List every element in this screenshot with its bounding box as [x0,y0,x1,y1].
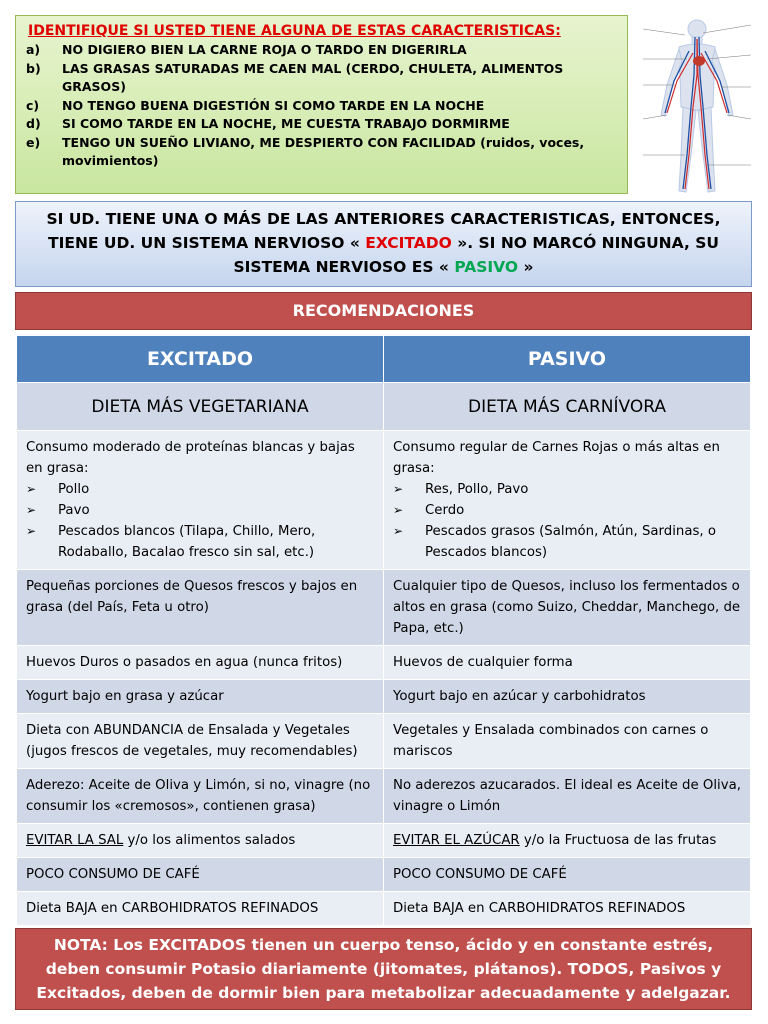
cell-right: Vegetales y Ensalada combinados con carnes o mariscos [384,714,751,769]
list-item [26,479,375,500]
table-row [17,680,751,714]
cell-right: POCO CONSUMO DE CAFÉ [384,858,751,892]
table-row [17,570,751,646]
cell-right: No aderezos azucarados. El ideal es Aceite de Oliva, vinagre o Limón [384,769,751,824]
item-text: NO TENGO BUENA DIGESTIÓN SI COMO TARDE EN LA NOCHE [62,97,485,113]
cell-text: y/o la Fructuosa de las frutas [519,833,717,848]
cell-left: Aderezo: Aceite de Oliva y Limón, si no, vinagre (no consumir los «cremosos», contienen grasa) [17,769,384,824]
arrow-bullet-icon: ➢ [393,524,404,538]
conclusion-text: SI UD. TIENE UNA O MÁS DE LAS ANTERIORES CARACTERISTICAS, ENTONCES, TIENE UD. UN SISTEMA NERVIOSO « [46,210,721,252]
table-row [17,824,751,858]
item-text: Cerdo [425,503,465,518]
table-row [17,892,751,926]
arrow-bullet-icon: ➢ [26,524,37,538]
header-excitado: EXCITADO [17,336,384,383]
cell-left: Yogurt bajo en grasa y azúcar [17,680,384,714]
bullet-list [393,479,742,563]
list-item [393,479,742,500]
list-item [26,521,375,563]
cell-right: Cualquier tipo de Quesos, incluso los fermentados o altos en grasa (como Suizo, Cheddar, Manchego, de Papa, etc.) [384,570,751,646]
header-pasivo: PASIVO [384,336,751,383]
cell-avoid-sugar [384,824,751,858]
list-item [393,521,742,563]
table-row [17,769,751,824]
cell-proteins-pasivo [384,431,751,570]
cell-left: POCO CONSUMO DE CAFÉ [17,858,384,892]
characteristics-quiz [15,15,628,194]
arrow-bullet-icon: ➢ [26,482,37,496]
cell-right: Huevos de cualquier forma [384,646,751,680]
diet-table [16,335,751,926]
cell-intro: Consumo regular de Carnes Rojas o más altas en grasa: [393,440,720,476]
conclusion-box [15,201,752,287]
item-text: NO DIGIERO BIEN LA CARNE ROJA O TARDO EN DIGERIRLA [62,42,467,57]
subheader-carnivora: DIETA MÁS CARNÍVORA [384,383,751,431]
cell-left: Huevos Duros o pasados en agua (nunca fritos) [17,646,384,680]
item-letter: a) [26,42,41,57]
circulatory-system-illustration [641,15,753,198]
arrow-bullet-icon: ➢ [26,503,37,517]
list-item [26,115,619,134]
cell-right: Yogurt bajo en azúcar y carbohidratos [384,680,751,714]
table-row [17,646,751,680]
list-item [26,41,619,60]
arrow-bullet-icon: ➢ [393,503,404,517]
item-letter: e) [26,134,41,150]
list-item [26,500,375,521]
table-row [17,714,751,769]
item-text: SI COMO TARDE EN LA NOCHE, ME CUESTA TRABAJO DORMIRME [62,116,510,131]
cell-left: Dieta con ABUNDANCIA de Ensalada y Vegetales (jugos frescos de vegetales, muy recomendables) [17,714,384,769]
item-letter: b) [26,60,41,76]
pasivo-keyword: PASIVO [454,258,519,276]
table-header-row [17,336,751,383]
table-subheader-row [17,383,751,431]
cell-left: Dieta BAJA en CARBOHIDRATOS REFINADOS [17,892,384,926]
conclusion-text: » [518,258,534,276]
list-item [26,97,619,116]
list-item [26,134,619,171]
subheader-vegetariana: DIETA MÁS VEGETARIANA [17,383,384,431]
table-row [17,431,751,570]
item-text: Pescados blancos (Tilapa, Chillo, Mero, Rodaballo, Bacalao fresco sin sal, etc.) [58,524,316,560]
cell-intro: Consumo moderado de proteínas blancas y bajas en grasa: [26,440,355,476]
list-item [26,60,619,97]
item-text: Res, Pollo, Pavo [425,482,529,497]
arrow-bullet-icon: ➢ [393,482,404,496]
item-text: Pavo [58,503,90,518]
item-text: TENGO UN SUEÑO LIVIANO, ME DESPIERTO CON FACILIDAD (ruidos, voces, movimientos) [62,134,585,168]
avoid-sugar-label: EVITAR EL AZÚCAR [393,833,520,848]
cell-proteins-excitado [17,431,384,570]
list-item [393,500,742,521]
avoid-salt-label: EVITAR LA SAL [26,833,124,848]
item-letter: c) [26,97,40,113]
item-text: Pollo [58,482,90,497]
item-letter: d) [26,116,41,131]
characteristics-list [26,41,619,171]
cell-right: Dieta BAJA en CARBOHIDRATOS REFINADOS [384,892,751,926]
item-text: LAS GRASAS SATURADAS ME CAEN MAL (CERDO, CHULETA, ALIMENTOS GRASOS) [62,60,564,94]
quiz-title: IDENTIFIQUE SI USTED TIENE ALGUNA DE ESTAS CARACTERISTICAS: [28,23,561,39]
cell-avoid-salt [17,824,384,858]
table-row [17,858,751,892]
note-box: NOTA: Los EXCITADOS tienen un cuerpo tenso, ácido y en constante estrés, deben consumir Potasio diariamente (jitomates, plátanos). TODOS, Pasivos y Excitados, deben de dormir bien para metabolizar adecuadamente y adelgazar. [15,928,752,1010]
excitado-keyword: EXCITADO [365,234,452,252]
recommendations-banner: RECOMENDACIONES [15,292,752,330]
item-text: Pescados grasos (Salmón, Atún, Sardinas, o Pescados blancos) [425,524,716,560]
cell-text: y/o los alimentos salados [123,833,296,848]
bullet-list [26,479,375,563]
conclusion-text: ». SI NO MARCÓ NINGUNA, SU SISTEMA NERVIOSO ES « [233,234,719,276]
cell-left: Pequeñas porciones de Quesos frescos y bajos en grasa (del País, Feta u otro) [17,570,384,646]
